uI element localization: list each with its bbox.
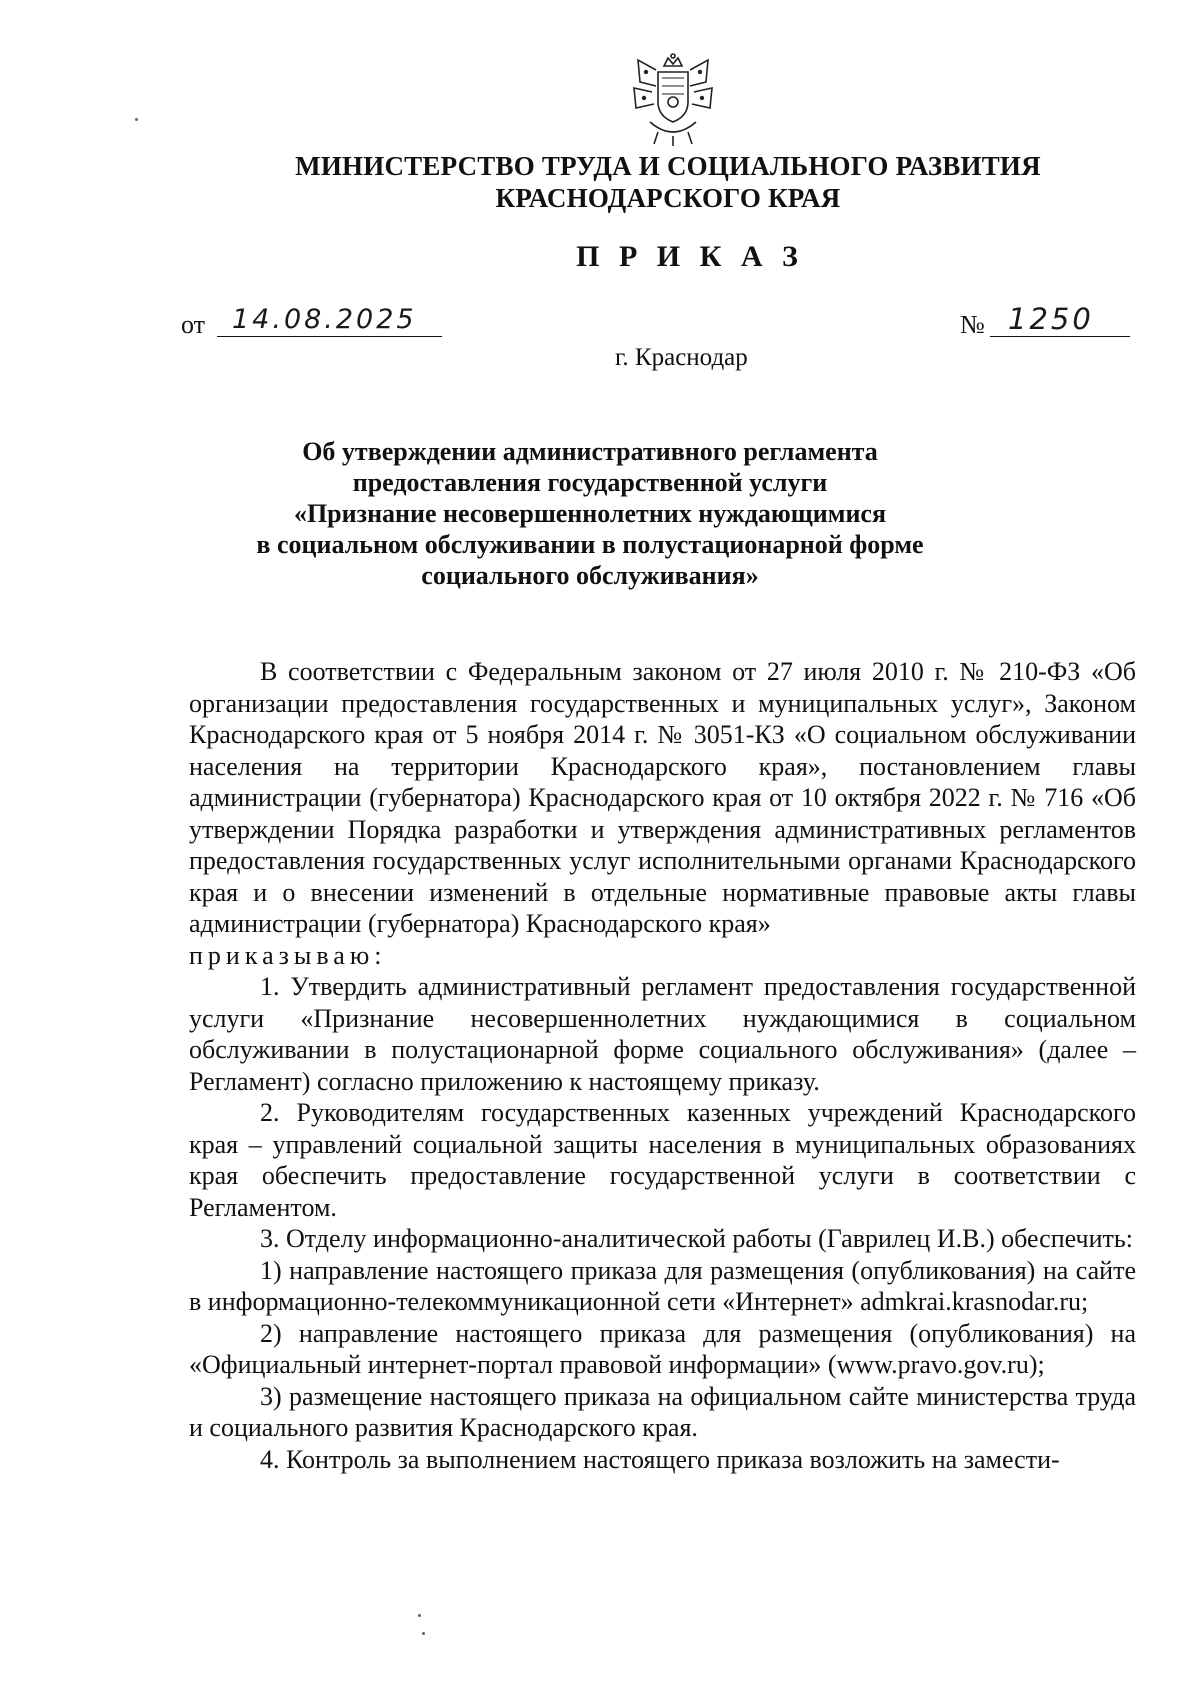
- number-label: №: [960, 310, 985, 339]
- date-underline: [217, 336, 442, 337]
- order-item-3-1: 1) направление настоящего приказа для размещения (опубликования) на сайте в информационно-телекоммуникационной сети «Интернет» admkrai.krasnodar.ru;: [189, 1255, 1136, 1316]
- document-type-title: П Р И К А З: [576, 240, 804, 273]
- order-subject: [150, 436, 1030, 591]
- order-word: приказываю:: [189, 940, 387, 970]
- handwritten-number: 1250: [1008, 302, 1094, 336]
- order-item-2: 2. Руководителям государственных казенных учреждений Краснодарского края – управлений социальной защиты населения в муниципальных образованиях края обеспечить предоставление государственной услуги в соответствии с Регламентом.: [189, 1098, 1136, 1222]
- order-item-1: 1. Утвердить административный регламент предоставления государственной услуги «Признание несовершеннолетних нуждающимися в социальном обслуживании в полустационарной форме социального обслуживания» (далее – Регламент) согласно приложению к настоящему приказу.: [189, 972, 1136, 1096]
- number-underline: [990, 336, 1130, 337]
- subject-line: в социальном обслуживании в полустационарной форме: [256, 530, 924, 559]
- order-item-4: 4. Контроль за выполнением настоящего приказа возложить на замести-: [260, 1444, 1060, 1474]
- subject-line: «Признание несовершеннолетних нуждающимися: [293, 499, 887, 528]
- handwritten-date: 14.08.2025: [232, 304, 417, 335]
- order-body: [189, 656, 1136, 1475]
- date-label: от: [181, 310, 206, 339]
- ministry-name-line1: МИНИСТЕРСТВО ТРУДА И СОЦИАЛЬНОГО РАЗВИТИЯ: [295, 151, 1041, 181]
- subject-line: Об утверждении административного регламента: [302, 437, 878, 466]
- subject-line: социального обслуживания»: [421, 561, 759, 590]
- scan-speck: [422, 1632, 425, 1635]
- subject-line: предоставления государственной услуги: [352, 468, 828, 497]
- order-item-3-2: 2) направление настоящего приказа для размещения (опубликования) на «Официальный интернет-портал правовой информации» (www.pravo.gov.ru);: [189, 1318, 1136, 1379]
- order-item-3: 3. Отделу информационно-аналитической работы (Гаврилец И.В.) обеспечить:: [260, 1224, 1133, 1253]
- order-item-3-3: 3) размещение настоящего приказа на официальном сайте министерства труда и социального развития Краснодарского края.: [189, 1381, 1136, 1442]
- city-name: г. Краснодар: [615, 344, 748, 371]
- ministry-name-line2: КРАСНОДАРСКОГО КРАЯ: [495, 183, 841, 213]
- krasnodar-coat-of-arms-icon: [628, 52, 718, 148]
- preamble-paragraph: В соответствии с Федеральным законом от 27 июля 2010 г. № 210-ФЗ «Об организации предоставления государственных и муниципальных услуг», Законом Краснодарского края от 5 ноября 2014 г. № 3051-КЗ «О социальном обслуживании населения на территории Краснодарского края», постановлением главы администрации (губернатора) Краснодарского края от 10 октября 2022 г. № 716 «Об утверждении Порядка разработки и утверждения административных регламентов предоставления государственных услуг исполнительными органами Краснодарского края и о внесении изменений в отдельные нормативные правовые акты главы администрации (губернатора) Краснодарского края»: [189, 657, 1136, 938]
- scan-speck: [418, 1614, 421, 1617]
- scan-speck: [135, 118, 138, 121]
